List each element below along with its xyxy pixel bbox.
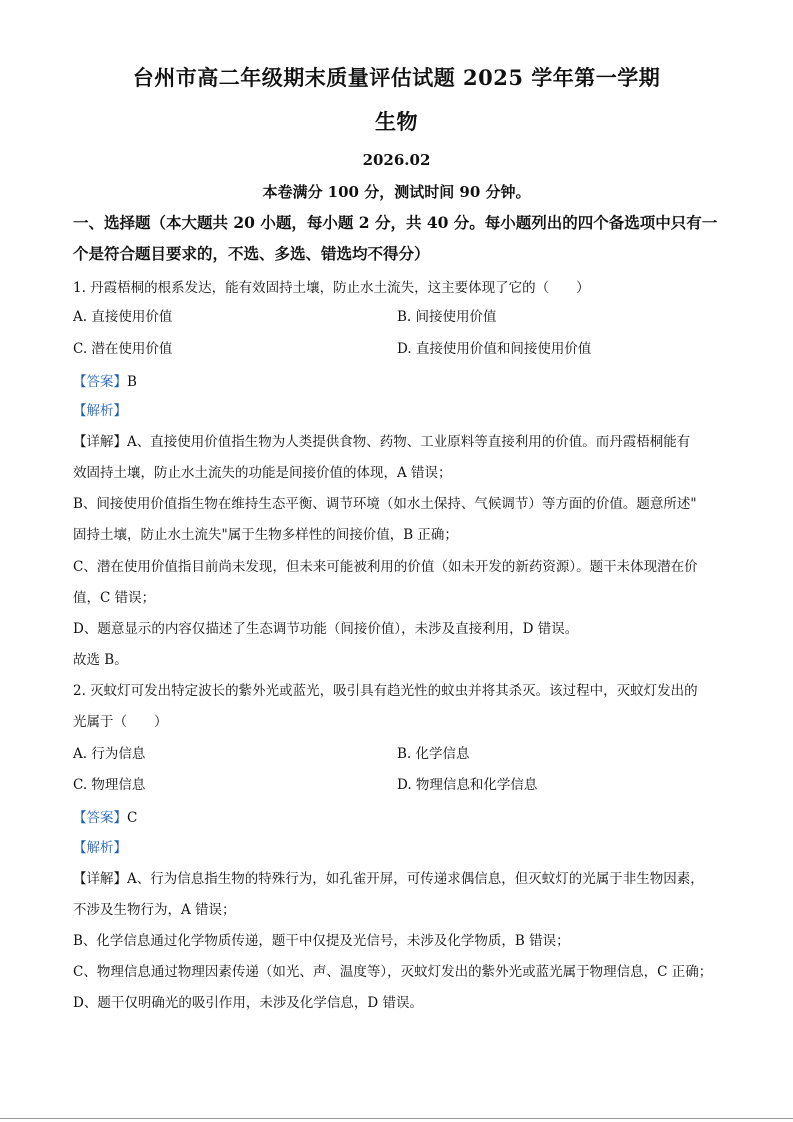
question-2-option-c: C. 物理信息 bbox=[73, 777, 146, 793]
question-2-detail-line: C、物理信息通过物理因素传递（如光、声、温度等），灭蚊灯发出的紫外光或蓝光属于物理信息，C 正确； bbox=[73, 964, 713, 980]
question-2-analysis-tag bbox=[73, 836, 723, 856]
question-2-stem-line-1: 2. 灭蚊灯可发出特定波长的紫外光或蓝光，吸引具有趋光性的蚊虫并将其杀灭。该过程中，灭蚊灯发出的 bbox=[73, 683, 698, 699]
analysis-tag: 【解析】 bbox=[73, 840, 127, 856]
question-1-detail-line: D、题意显示的内容仅描述了生态调节功能（间接价值），未涉及直接利用，D 错误。 bbox=[73, 621, 579, 637]
question-1-detail-line: 值，C 错误； bbox=[73, 590, 156, 606]
detail-tag: 【详解】 bbox=[73, 871, 127, 887]
question-1-analysis-tag bbox=[73, 399, 723, 419]
question-2-stem-line-2: 光属于（ ） bbox=[73, 714, 168, 730]
subject-title: 生物 bbox=[375, 109, 418, 134]
question-1-detail-line: B、间接使用价值指生物在维持生态平衡、调节环境（如水土保持、气候调节）等方面的价值。题意所述" bbox=[73, 496, 697, 512]
question-1-option-c: C. 潜在使用价值 bbox=[73, 341, 173, 357]
question-1-conclusion: 故选 B。 bbox=[73, 652, 128, 668]
question-1-detail-line bbox=[73, 430, 723, 450]
analysis-tag: 【解析】 bbox=[73, 403, 127, 419]
question-1-option-a: A. 直接使用价值 bbox=[73, 309, 173, 325]
answer-tag: 【答案】 bbox=[73, 374, 127, 390]
question-1-option-b: B. 间接使用价值 bbox=[397, 309, 497, 325]
answer-value: B bbox=[127, 374, 137, 390]
exam-title: 台州市高二年级期末质量评估试题 2025 学年第一学期 bbox=[132, 65, 661, 90]
question-2-detail-line bbox=[73, 867, 723, 887]
answer-tag: 【答案】 bbox=[73, 810, 127, 826]
question-1-detail-line: 效固持土壤，防止水土流失的功能是间接价值的体现，A 错误； bbox=[73, 465, 452, 481]
question-1-option-d: D. 直接使用价值和间接使用价值 bbox=[397, 341, 592, 357]
detail-text: A、直接使用价值指生物为人类提供食物、药物、工业原料等直接利用的价值。而丹霞梧桐能有 bbox=[127, 434, 691, 450]
question-2-detail-line: B、化学信息通过化学物质传递，题干中仅提及光信号，未涉及化学物质，B 错误； bbox=[73, 933, 570, 949]
detail-tag: 【详解】 bbox=[73, 434, 127, 450]
question-1-detail-line: 固持土壤，防止水土流失"属于生物多样性的间接价值，B 正确； bbox=[73, 527, 458, 543]
section-heading-line-1: 一、选择题（本大题共 20 小题，每小题 2 分，共 40 分。每小题列出的四个备选项中只有一 bbox=[73, 213, 718, 232]
question-1-stem: 1. 丹霞梧桐的根系发达，能有效固持土壤，防止水土流失，这主要体现了它的（ ） bbox=[73, 280, 590, 296]
page-footer-rule bbox=[0, 1118, 793, 1119]
answer-value: C bbox=[127, 810, 138, 826]
question-2-answer bbox=[73, 806, 723, 826]
section-heading-line-2: 个是符合题目要求的，不选、多选、错选均不得分） bbox=[73, 244, 430, 263]
question-2-option-a: A. 行为信息 bbox=[73, 746, 146, 762]
question-2-option-d: D. 物理信息和化学信息 bbox=[397, 777, 538, 793]
question-1-detail-line: C、潜在使用价值指目前尚未发现，但未来可能被利用的价值（如未开发的新药资源）。题干未体现潜在价 bbox=[73, 559, 698, 575]
question-2-detail-line: 不涉及生物行为，A 错误； bbox=[73, 902, 236, 918]
question-2-option-b: B. 化学信息 bbox=[397, 746, 470, 762]
exam-date: 2026.02 bbox=[362, 151, 431, 169]
exam-info: 本卷满分 100 分，测试时间 90 分钟。 bbox=[262, 183, 531, 201]
detail-text: A、行为信息指生物的特殊行为，如孔雀开屏，可传递求偶信息，但灭蚊灯的光属于非生物因素， bbox=[127, 871, 704, 887]
question-2-detail-line: D、题干仅明确光的吸引作用，未涉及化学信息，D 错误。 bbox=[73, 995, 423, 1011]
question-1-answer bbox=[73, 370, 723, 390]
